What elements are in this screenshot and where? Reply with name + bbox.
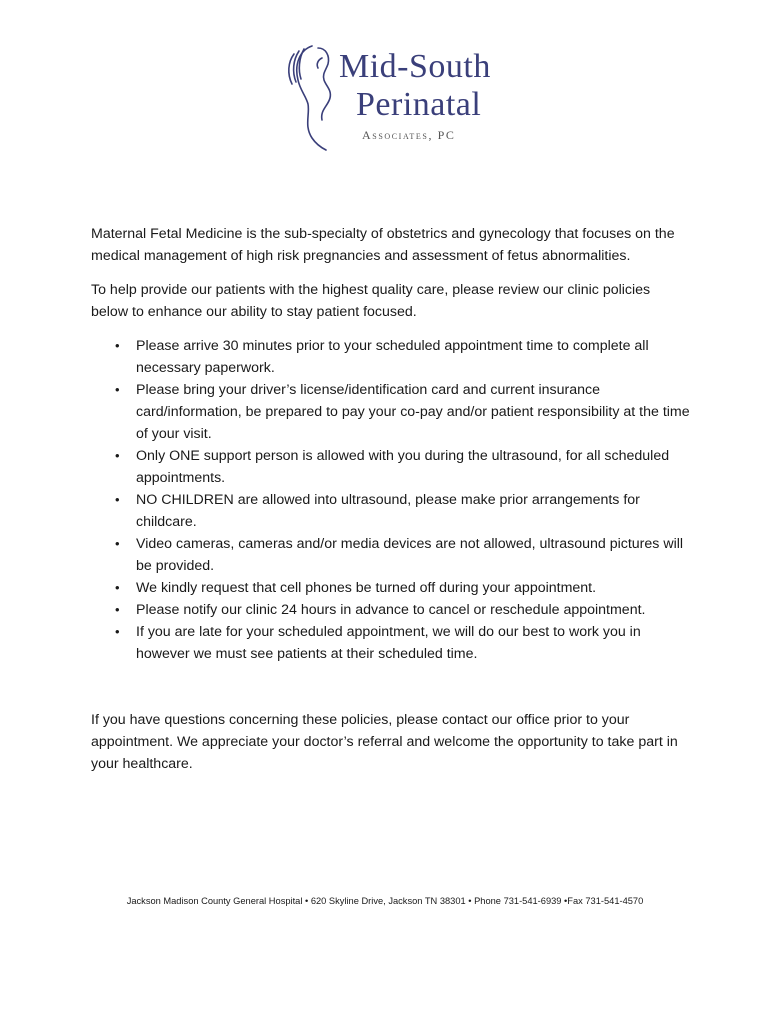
bullet-icon: • — [115, 580, 120, 595]
bullet-icon: • — [115, 536, 120, 551]
list-item — [115, 445, 691, 489]
policy-text: Video cameras, cameras and/or media devices are not allowed, ultrasound pictures will be provided. — [136, 536, 684, 574]
policy-list — [91, 335, 691, 665]
policy-text: Please arrive 30 minutes prior to your scheduled appointment time to complete all necessary paperwork. — [136, 338, 649, 376]
list-item — [115, 489, 691, 533]
clinic-logo — [282, 40, 512, 155]
list-item — [115, 577, 691, 599]
policy-text: Only ONE support person is allowed with you during the ultrasound, for all scheduled appointments. — [136, 448, 670, 486]
bullet-icon: • — [115, 338, 120, 353]
bullet-icon: • — [115, 624, 120, 639]
list-item — [115, 335, 691, 379]
list-item — [115, 379, 691, 445]
lead-in-paragraph: To help provide our patients with the highest quality care, please review our clinic policies below to enhance our ability to stay patient focused. — [91, 282, 651, 320]
list-item — [115, 533, 691, 577]
list-item — [115, 621, 691, 665]
policy-text: We kindly request that cell phones be turned off during your appointment. — [136, 580, 597, 596]
policy-text: Please notify our clinic 24 hours in advance to cancel or reschedule appointment. — [136, 602, 646, 618]
footer-contact-line: Jackson Madison County General Hospital • 620 Skyline Drive, Jackson TN 38301 • Phone 731-541-6939 •Fax 731-541-4570 — [126, 896, 644, 906]
policy-text: If you are late for your scheduled appointment, we will do our best to work you in however we must see patients at their scheduled time. — [136, 624, 641, 662]
bullet-icon: • — [115, 492, 120, 507]
bullet-icon: • — [115, 382, 120, 397]
intro-paragraph: Maternal Fetal Medicine is the sub-specialty of obstetrics and gynecology that focuses on the medical management of high risk pregnancies and assessment of fetus abnormalities. — [91, 226, 675, 264]
logo-name-line3: Associates, PC — [362, 128, 456, 142]
logo-name-line2: Perinatal — [356, 86, 482, 123]
closing-paragraph: If you have questions concerning these policies, please contact our office prior to your appointment. We appreciate your doctor’s referral and welcome the opportunity to take part in your healthcare. — [91, 712, 678, 772]
policy-text: Please bring your driver’s license/identification card and current insurance card/information, be prepared to pay your co-pay and/or patient responsibility at the time of your visit. — [136, 382, 690, 442]
logo-name-line1: Mid-South — [339, 48, 491, 85]
bullet-icon: • — [115, 602, 120, 617]
policy-text: NO CHILDREN are allowed into ultrasound, please make prior arrangements for childcare. — [136, 492, 640, 530]
document-body — [91, 223, 691, 775]
list-item — [115, 599, 691, 621]
bullet-icon: • — [115, 448, 120, 463]
